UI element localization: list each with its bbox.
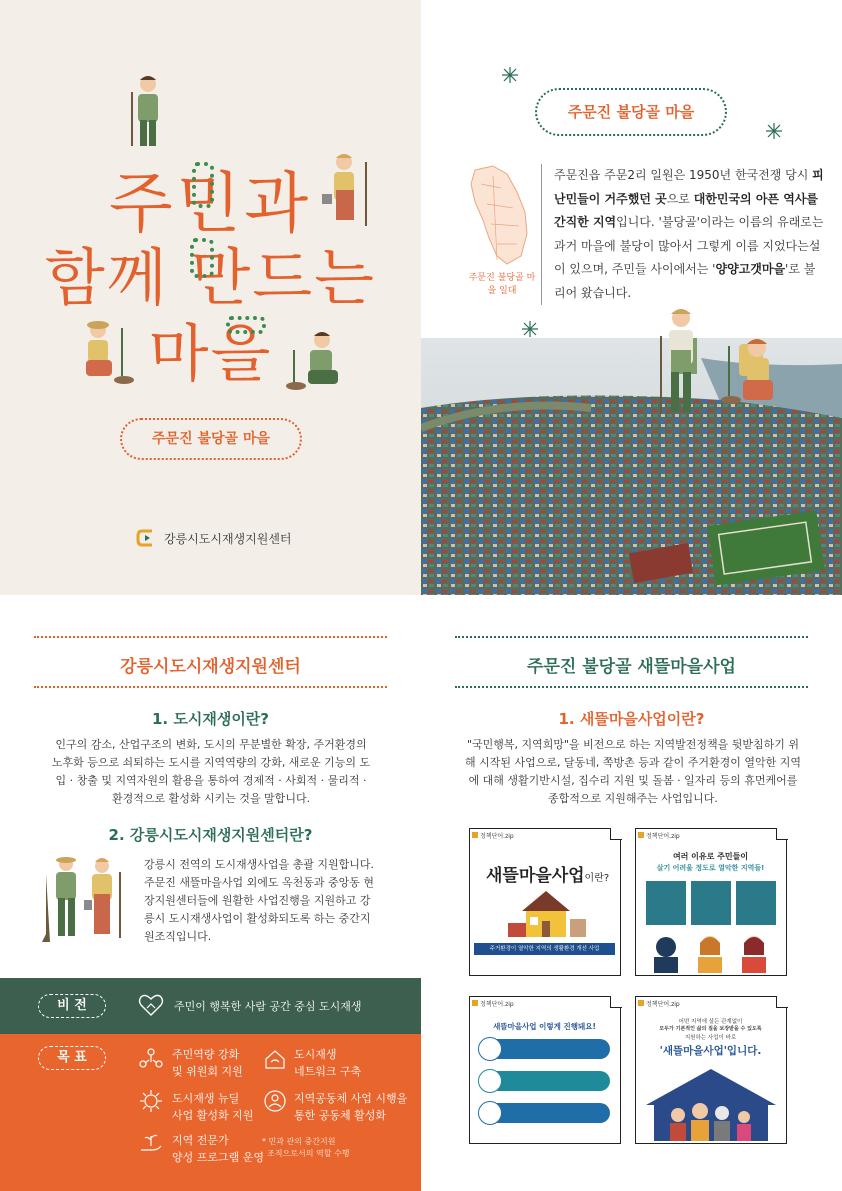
heart-home-icon: [138, 992, 164, 1018]
vision-text: 주민이 행복한 사람 공간 중심 도시재생: [174, 1000, 362, 1013]
card2-box: [736, 881, 776, 925]
intro-text-bold: 피난민들이 거주했던 곳: [554, 168, 824, 206]
card2-line2: 살기 어려울 정도로 열악한 지역들!: [656, 864, 765, 872]
dotted-accent: [190, 238, 214, 278]
goal-1: 주민역량 강화 및 위원회 지원: [172, 1048, 243, 1078]
sparkle-icon: [501, 66, 519, 84]
card-corner: [610, 996, 622, 1008]
vision-bar: [0, 978, 421, 1034]
card-corner: [776, 828, 788, 840]
village-map-icon: [467, 164, 533, 268]
card2-box: [646, 881, 686, 925]
community-icon: [262, 1088, 288, 1114]
people-network-icon: [138, 1046, 164, 1072]
cover-title-line2: 함께 만드는: [44, 241, 377, 314]
family-house-illustration: [642, 1065, 780, 1141]
hand-plant-icon: [138, 1130, 164, 1156]
farmer-illustration: [653, 306, 709, 418]
card1-title-suffix: 이란?: [584, 873, 610, 884]
card1-bar: 주거환경이 열악한 지역의 생활환경 개선 사업: [474, 943, 615, 955]
goal-2: 도시재생 네트워크 구축: [294, 1048, 362, 1078]
q1-text: 인구의 감소, 산업구조의 변화, 도시의 무분별한 확장, 주거환경의 노후화 등으로 쇠퇴하는 도시를 지역역량의 강화, 새로운 기능의 도입 · 창출 및 지역자원의 활용을 통하여 경제적 · 사회적 · 물리적 · 환경적으로 활성화 시키는 것을 말합니다.: [51, 738, 371, 805]
planting-woman-illustration: [719, 336, 779, 414]
intro-text: 입니다. '불당골'이라는 이름의 유래로는 과거 마을에 불당이 많아서 그렇게 이름 지었다는설이 있으며, 주민들 사이에서는 ': [554, 215, 824, 276]
divider: [34, 636, 387, 638]
q2-title: 2. 강릉시도시재생지원센터란?: [108, 826, 313, 844]
card-tab: 정책단어.zip: [636, 829, 680, 841]
intro-text-bold: 양양고갯마을: [715, 262, 786, 276]
cover-title-line1: 주민과: [108, 165, 313, 242]
info-card-1: [469, 828, 621, 976]
farmer-illustration: [118, 72, 178, 152]
project-section-title: 주문진 불당골 새뜰마을사업: [527, 657, 736, 677]
farmer-couple-illustration: [40, 854, 130, 946]
intro-text-bold: 대한민국의 아픈 역사를 간직한 지역: [554, 191, 818, 229]
project-panel: [421, 596, 842, 1191]
divider: [34, 686, 387, 688]
goal-block: [0, 1034, 421, 1191]
map-caption: 주문진 불당골 마을 일대: [468, 273, 536, 296]
info-card-2: [635, 828, 787, 976]
home-cycle-icon: [262, 1046, 288, 1072]
dotted-accent: [226, 316, 266, 334]
info-card-3: [469, 996, 621, 1144]
project-q1-title: 1. 새뜰마을사업이란?: [558, 710, 705, 728]
cover-panel: [0, 0, 421, 595]
residents-illustration: [644, 929, 778, 973]
goal-3: 도시재생 뉴딜 사업 활성화 지원: [172, 1092, 254, 1122]
sparkle-icon: [521, 320, 539, 338]
intro-paragraph: [541, 164, 825, 305]
card-tab: 정책단어.zip: [636, 997, 680, 1009]
card-corner: [776, 996, 788, 1008]
card4-line3: 지원하는 사업이 바로: [684, 1035, 737, 1041]
step-icon: [478, 1069, 502, 1093]
center-section-title: 강릉시도시재생지원센터: [120, 657, 301, 677]
goal-label: 목 표: [38, 1046, 106, 1070]
card2-line1: 여러 이유로 주민들이: [672, 852, 749, 861]
intro-badge: 주문진 불당골 마을: [535, 88, 727, 136]
card-tab: 정책단어.zip: [470, 829, 514, 841]
dotted-accent: [192, 162, 214, 208]
goal-note: * 민과 관의 중간지원 조직으로서의 역할 수행: [262, 1137, 350, 1158]
intro-text: '로 불리어 왔습니다.: [554, 262, 816, 300]
card1-title-text: 새뜰마을사업: [486, 866, 585, 886]
step-icon: [478, 1101, 502, 1125]
divider: [455, 686, 808, 688]
project-q1-text: "국민행복, 지역희망"을 비전으로 하는 지역발전정책을 뒷받침하기 위해 시작된 사업으로, 달동네, 쪽방촌 등과 같이 주거환경이 열악한 지역에 대해 생활기반시설, 집수리 지원 및 돌봄 · 일자리 등의 휴먼케어를 종합적으로 지원해주는 사업입니다.: [465, 738, 801, 805]
goal-4: 지역공동체 사업 시행을 통한 공동체 활성화: [294, 1092, 408, 1122]
card3-title: 새뜰마을사업 이렇게 진행돼요!: [493, 1022, 596, 1031]
sparkle-icon: [765, 122, 783, 140]
center-info-panel: [0, 596, 421, 1191]
cover-title-line3: 마을: [148, 317, 273, 390]
intro-panel: [421, 0, 842, 595]
card4-line1: 어떤 지역에 살든 관계없이: [678, 1019, 743, 1025]
card-corner: [610, 828, 622, 840]
card4-line2: 모두가 기본적인 삶의 질을 보장받을 수 있도록: [659, 1026, 762, 1032]
card2-box: [691, 881, 731, 925]
house-illustration: [500, 883, 592, 939]
org-name: 강릉시도시재생지원센터: [164, 532, 292, 546]
cover-badge: 주문진 불당골 마을: [120, 418, 302, 460]
q2-text: 강릉시 전역의 도시재생사업을 총괄 지원합니다. 주문진 새뜰마을사업 외에도 옥천동과 중앙동 현장지원센터들에 원활한 사업진행을 지원하고 강릉시 도시재생사업이 활성화되도록 하는 중간지원조직입니다.: [144, 858, 375, 943]
divider: [455, 636, 808, 638]
gear-growth-icon: [138, 1088, 164, 1114]
card-tab: 정책단어.zip: [470, 997, 514, 1009]
intro-text: 주문진읍 주문2리 일원은 1950년 한국전쟁 당시: [554, 168, 813, 182]
step-icon: [478, 1037, 502, 1061]
org-logo: [136, 528, 158, 548]
intro-text: 으로: [666, 191, 694, 206]
vision-label: 비 전: [38, 994, 106, 1018]
card4-title: '새뜰마을사업'입니다.: [659, 1045, 762, 1057]
info-card-4: [635, 996, 787, 1144]
q1-title: 1. 도시재생이란?: [152, 710, 269, 728]
goal-5: 지역 전문가 양성 프로그램 운영: [172, 1134, 265, 1164]
